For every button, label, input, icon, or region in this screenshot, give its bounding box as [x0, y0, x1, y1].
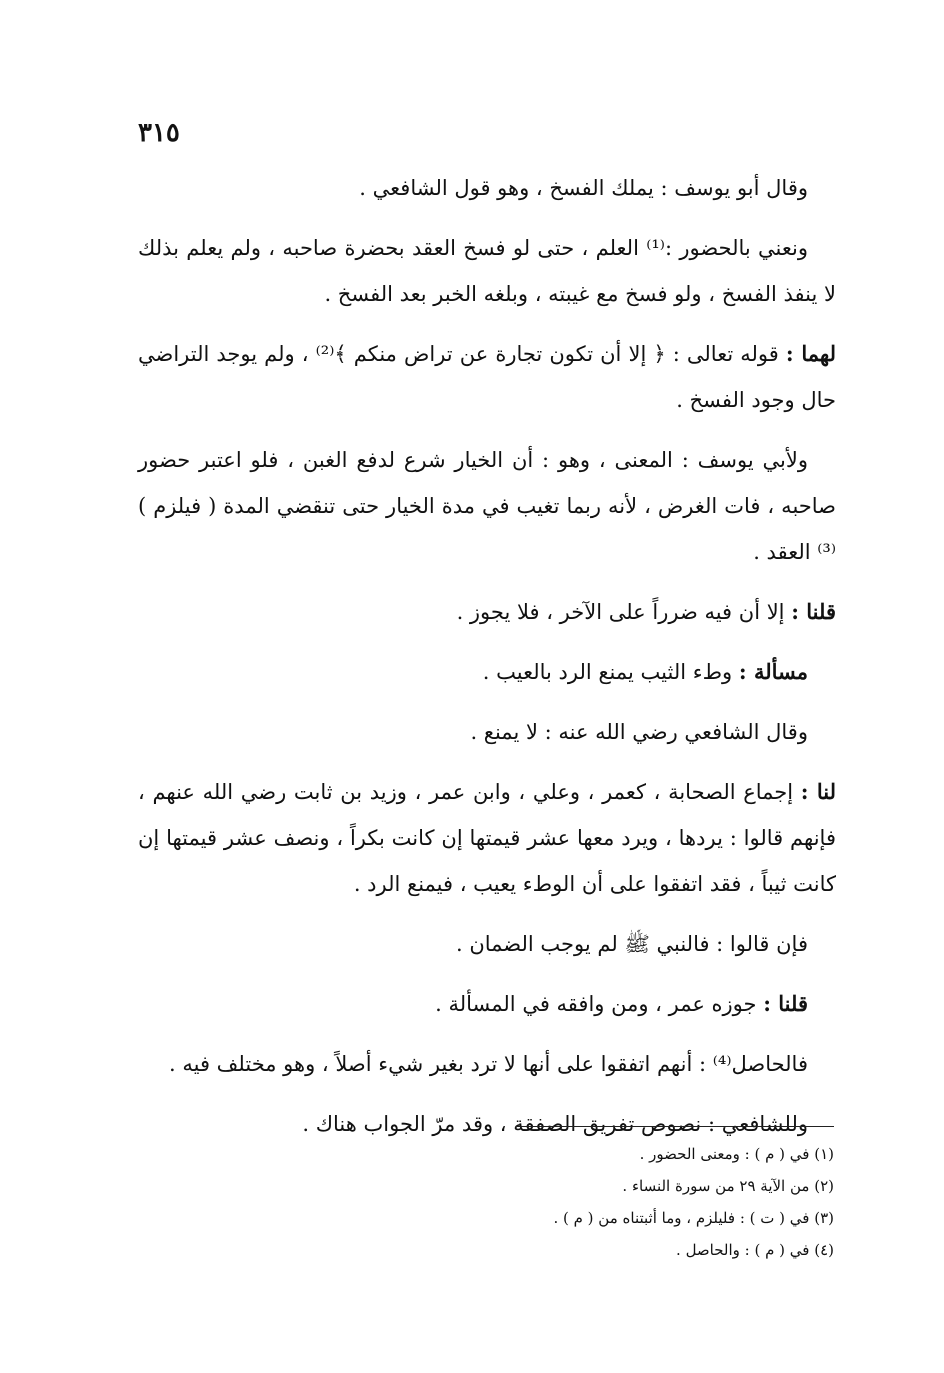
lead-word: لنا : — [800, 779, 836, 804]
paragraph-1: وقال أبو يوسف : يملك الفسخ ، وهو قول الشافعي . — [359, 176, 808, 200]
lead-word: قلنا : — [763, 991, 808, 1016]
paragraph-5: قلنا : إلا أن فيه ضرراً على الآخر ، فلا يجوز . — [456, 599, 836, 624]
paragraph-6: مسألة : وطء الثيب يمنع الرد بالعيب . — [482, 659, 808, 684]
lead-word: قلنا : — [791, 599, 836, 624]
footnote-divider — [516, 1126, 834, 1127]
paragraph-8: لنا : إجماع الصحابة ، كعمر ، وعلي ، وابن عمر ، وزيد بن ثابت رضي الله عنهم ، فإنهم قالوا : يردها ، ويرد معها عشر قيمتها إن كانت بكراً ، ونصف عشر قيمتها إن كانت ثيباً ، فقد اتفقوا على أن الوطء يعيب ، فيمنع الرد . — [138, 779, 836, 896]
main-text — [138, 165, 836, 1161]
paragraph-10: قلنا : جوزه عمر ، ومن وافقه في المسألة . — [435, 991, 808, 1016]
paragraph-9: فإن قالوا : فالنبي ﷺ لم يوجب الضمان . — [456, 932, 808, 956]
paragraph-3: لهما : قوله تعالى : ﴿ إلا أن تكون تجارة عن تراض منكم ﴾⁽²⁾ ، ولم يوجد التراضي حال وجود الفسخ . — [138, 341, 836, 412]
page-number: ٣١٥ — [138, 118, 180, 148]
footnote-4: (٤) في ( م ) : والحاصل . — [676, 1241, 834, 1259]
lead-word: مسألة : — [738, 659, 808, 684]
paragraph-11: فالحاصل⁽⁴⁾ : أنهم اتفقوا على أنها لا ترد بغير شيء أصلاً ، وهو مختلف فيه . — [169, 1052, 808, 1076]
paragraph-7: وقال الشافعي رضي الله عنه : لا يمنع . — [470, 720, 808, 744]
paragraph-12: وللشافعي : نصوص تفريق الصفقة ، وقد مرّ الجواب هناك . — [302, 1112, 808, 1136]
paragraph-4: ولأبي يوسف : المعنى ، وهو : أن الخيار شرع لدفع الغبن ، فلو اعتبر حضور صاحبه ، فات الغرض ، لأنه ربما تغيب في مدة الخيار حتى تنقضي المدة ( فيلزم )⁽³⁾ العقد . — [138, 448, 836, 564]
lead-word: لهما : — [785, 341, 836, 366]
paragraph-2: ونعني بالحضور :⁽¹⁾ العلم ، حتى لو فسخ العقد بحضرة صاحبه ، ولم يعلم بذلك لا ينفذ الفسخ ، ولو فسخ مع غيبته ، وبلغه الخبر بعد الفسخ . — [138, 236, 836, 306]
footnote-3: (٣) في ( ت ) : فليلزم ، وما أثبتناه من ( م ) . — [553, 1209, 834, 1227]
footnote-2: (٢) من الآية ٢٩ من سورة النساء . — [622, 1177, 834, 1195]
footnotes — [138, 1138, 834, 1266]
footnote-1: (١) في ( م ) : ومعنى الحضور . — [639, 1145, 834, 1163]
